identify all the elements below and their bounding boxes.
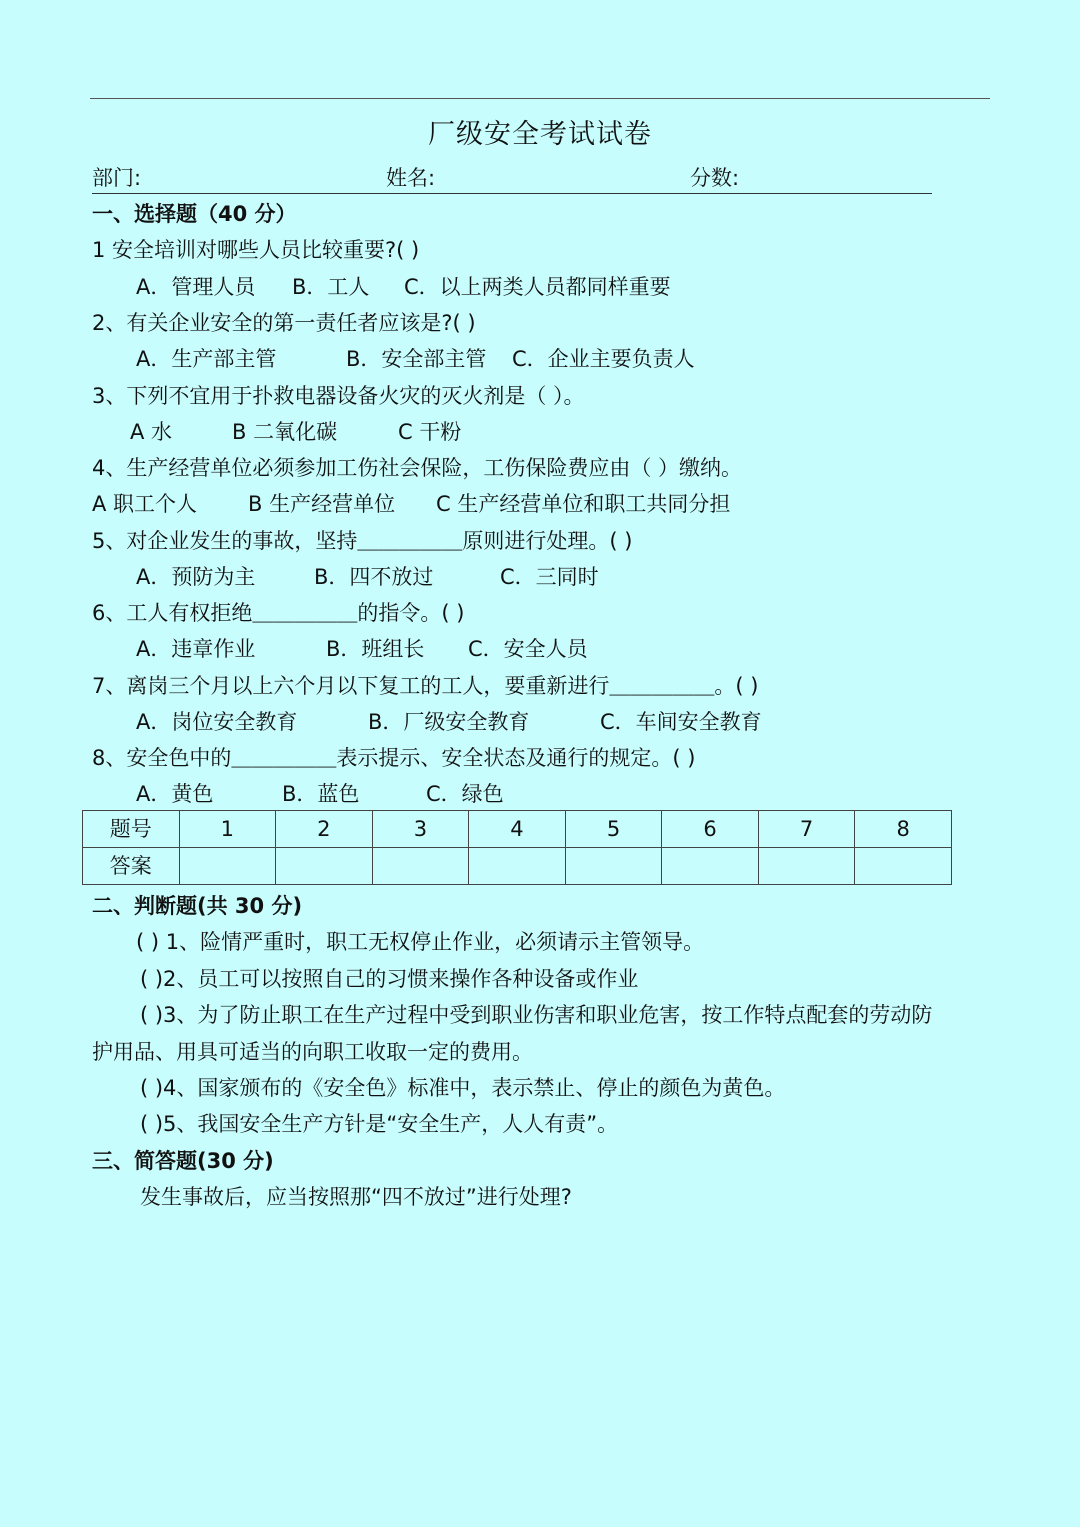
table-row-numbers — [83, 811, 952, 848]
q5-option-a: A．预防为主 — [136, 565, 256, 589]
table-cell-number: 8 — [855, 811, 952, 848]
q8-option-c: C．绿色 — [426, 782, 504, 806]
table-cell-number: 1 — [179, 811, 276, 848]
section2-heading: 二、判断题(共 30 分) — [92, 894, 303, 918]
q1-option-a: A．管理人员 — [136, 275, 256, 299]
question-7: 7、离岗三个月以上六个月以下复工的工人，要重新进行＿＿＿＿＿。( ) — [92, 674, 759, 698]
table-cell-number: 6 — [662, 811, 759, 848]
table-cell-number: 7 — [758, 811, 855, 848]
name-label: 姓名: — [386, 166, 436, 190]
q1-option-c: C．以上两类人员都同样重要 — [404, 275, 671, 299]
answer-cell-1[interactable] — [179, 848, 276, 885]
question-8: 8、安全色中的＿＿＿＿＿表示提示、安全状态及通行的规定。( ) — [92, 746, 696, 770]
judgement-item-3-cont: 护用品、用具可适当的向职工收取一定的费用。 — [92, 1040, 533, 1064]
q6-option-a: A．违章作业 — [136, 637, 256, 661]
answer-cell-5[interactable] — [565, 848, 662, 885]
q1-option-b: B．工人 — [292, 275, 370, 299]
question-3: 3、下列不宜用于扑救电器设备火灾的灭火剂是（ ）。 — [92, 384, 585, 408]
q3-option-b: B 二氧化碳 — [232, 420, 338, 444]
info-row — [92, 163, 932, 194]
table-cell-label: 答案 — [83, 848, 180, 885]
q2-option-b: B．安全部主管 — [346, 347, 487, 371]
answer-cell-8[interactable] — [855, 848, 952, 885]
answer-cell-4[interactable] — [469, 848, 566, 885]
judgement-item-5: ( )5、我国安全生产方针是“安全生产，人人有责”。 — [140, 1112, 619, 1136]
top-rule — [90, 98, 990, 99]
q4-option-c: C 生产经营单位和职工共同分担 — [436, 492, 731, 516]
section1-heading: 一、选择题（40 分） — [92, 202, 297, 226]
judgement-item-3: ( )3、为了防止职工在生产过程中受到职业伤害和职业危害，按工作特点配套的劳动防 — [140, 1003, 933, 1027]
q8-option-b: B．蓝色 — [282, 782, 360, 806]
q6-option-c: C．安全人员 — [468, 637, 588, 661]
table-cell-number: 3 — [372, 811, 469, 848]
question-4: 4、生产经营单位必须参加工伤社会保险，工伤保险费应由（ ）缴纳。 — [92, 456, 743, 480]
question-2: 2、有关企业安全的第一责任者应该是?( ) — [92, 311, 476, 335]
judgement-item-2: ( )2、员工可以按照自己的习惯来操作各种设备或作业 — [140, 967, 639, 991]
table-cell-label: 题号 — [83, 811, 180, 848]
answer-table — [82, 810, 952, 885]
dept-label: 部门: — [92, 166, 142, 190]
table-row-answers — [83, 848, 952, 885]
q3-option-a: A 水 — [130, 420, 173, 444]
short-answer-question: 发生事故后，应当按照那“四不放过”进行处理? — [140, 1185, 572, 1209]
q3-option-c: C 干粉 — [398, 420, 462, 444]
answer-cell-2[interactable] — [276, 848, 373, 885]
q7-option-a: A．岗位安全教育 — [136, 710, 298, 734]
question-1: 1 安全培训对哪些人员比较重要?( ) — [92, 238, 420, 262]
q8-option-a: A．黄色 — [136, 782, 214, 806]
q7-option-b: B．厂级安全教育 — [368, 710, 530, 734]
q4-option-b: B 生产经营单位 — [248, 492, 396, 516]
section3-heading: 三、简答题(30 分) — [92, 1149, 274, 1173]
answer-cell-3[interactable] — [372, 848, 469, 885]
table-cell-number: 4 — [469, 811, 566, 848]
q2-option-a: A．生产部主管 — [136, 347, 277, 371]
q5-option-c: C．三同时 — [500, 565, 599, 589]
q2-option-c: C．企业主要负责人 — [512, 347, 695, 371]
score-label: 分数: — [690, 166, 740, 190]
table-cell-number: 5 — [565, 811, 662, 848]
question-5: 5、对企业发生的事故，坚持＿＿＿＿＿原则进行处理。( ) — [92, 529, 633, 553]
answer-cell-7[interactable] — [758, 848, 855, 885]
question-6: 6、工人有权拒绝＿＿＿＿＿的指令。( ) — [92, 601, 465, 625]
answer-cell-6[interactable] — [662, 848, 759, 885]
judgement-item-4: ( )4、国家颁布的《安全色》标准中，表示禁止、停止的颜色为黄色。 — [140, 1076, 786, 1100]
q6-option-b: B．班组长 — [326, 637, 425, 661]
q5-option-b: B．四不放过 — [314, 565, 434, 589]
q4-option-a: A 职工个人 — [92, 492, 198, 516]
page-title: 厂级安全考试试卷 — [428, 119, 652, 150]
q7-option-c: C．车间安全教育 — [600, 710, 762, 734]
table-cell-number: 2 — [276, 811, 373, 848]
judgement-item-1: ( ) 1、险情严重时，职工无权停止作业，必须请示主管领导。 — [136, 930, 705, 954]
